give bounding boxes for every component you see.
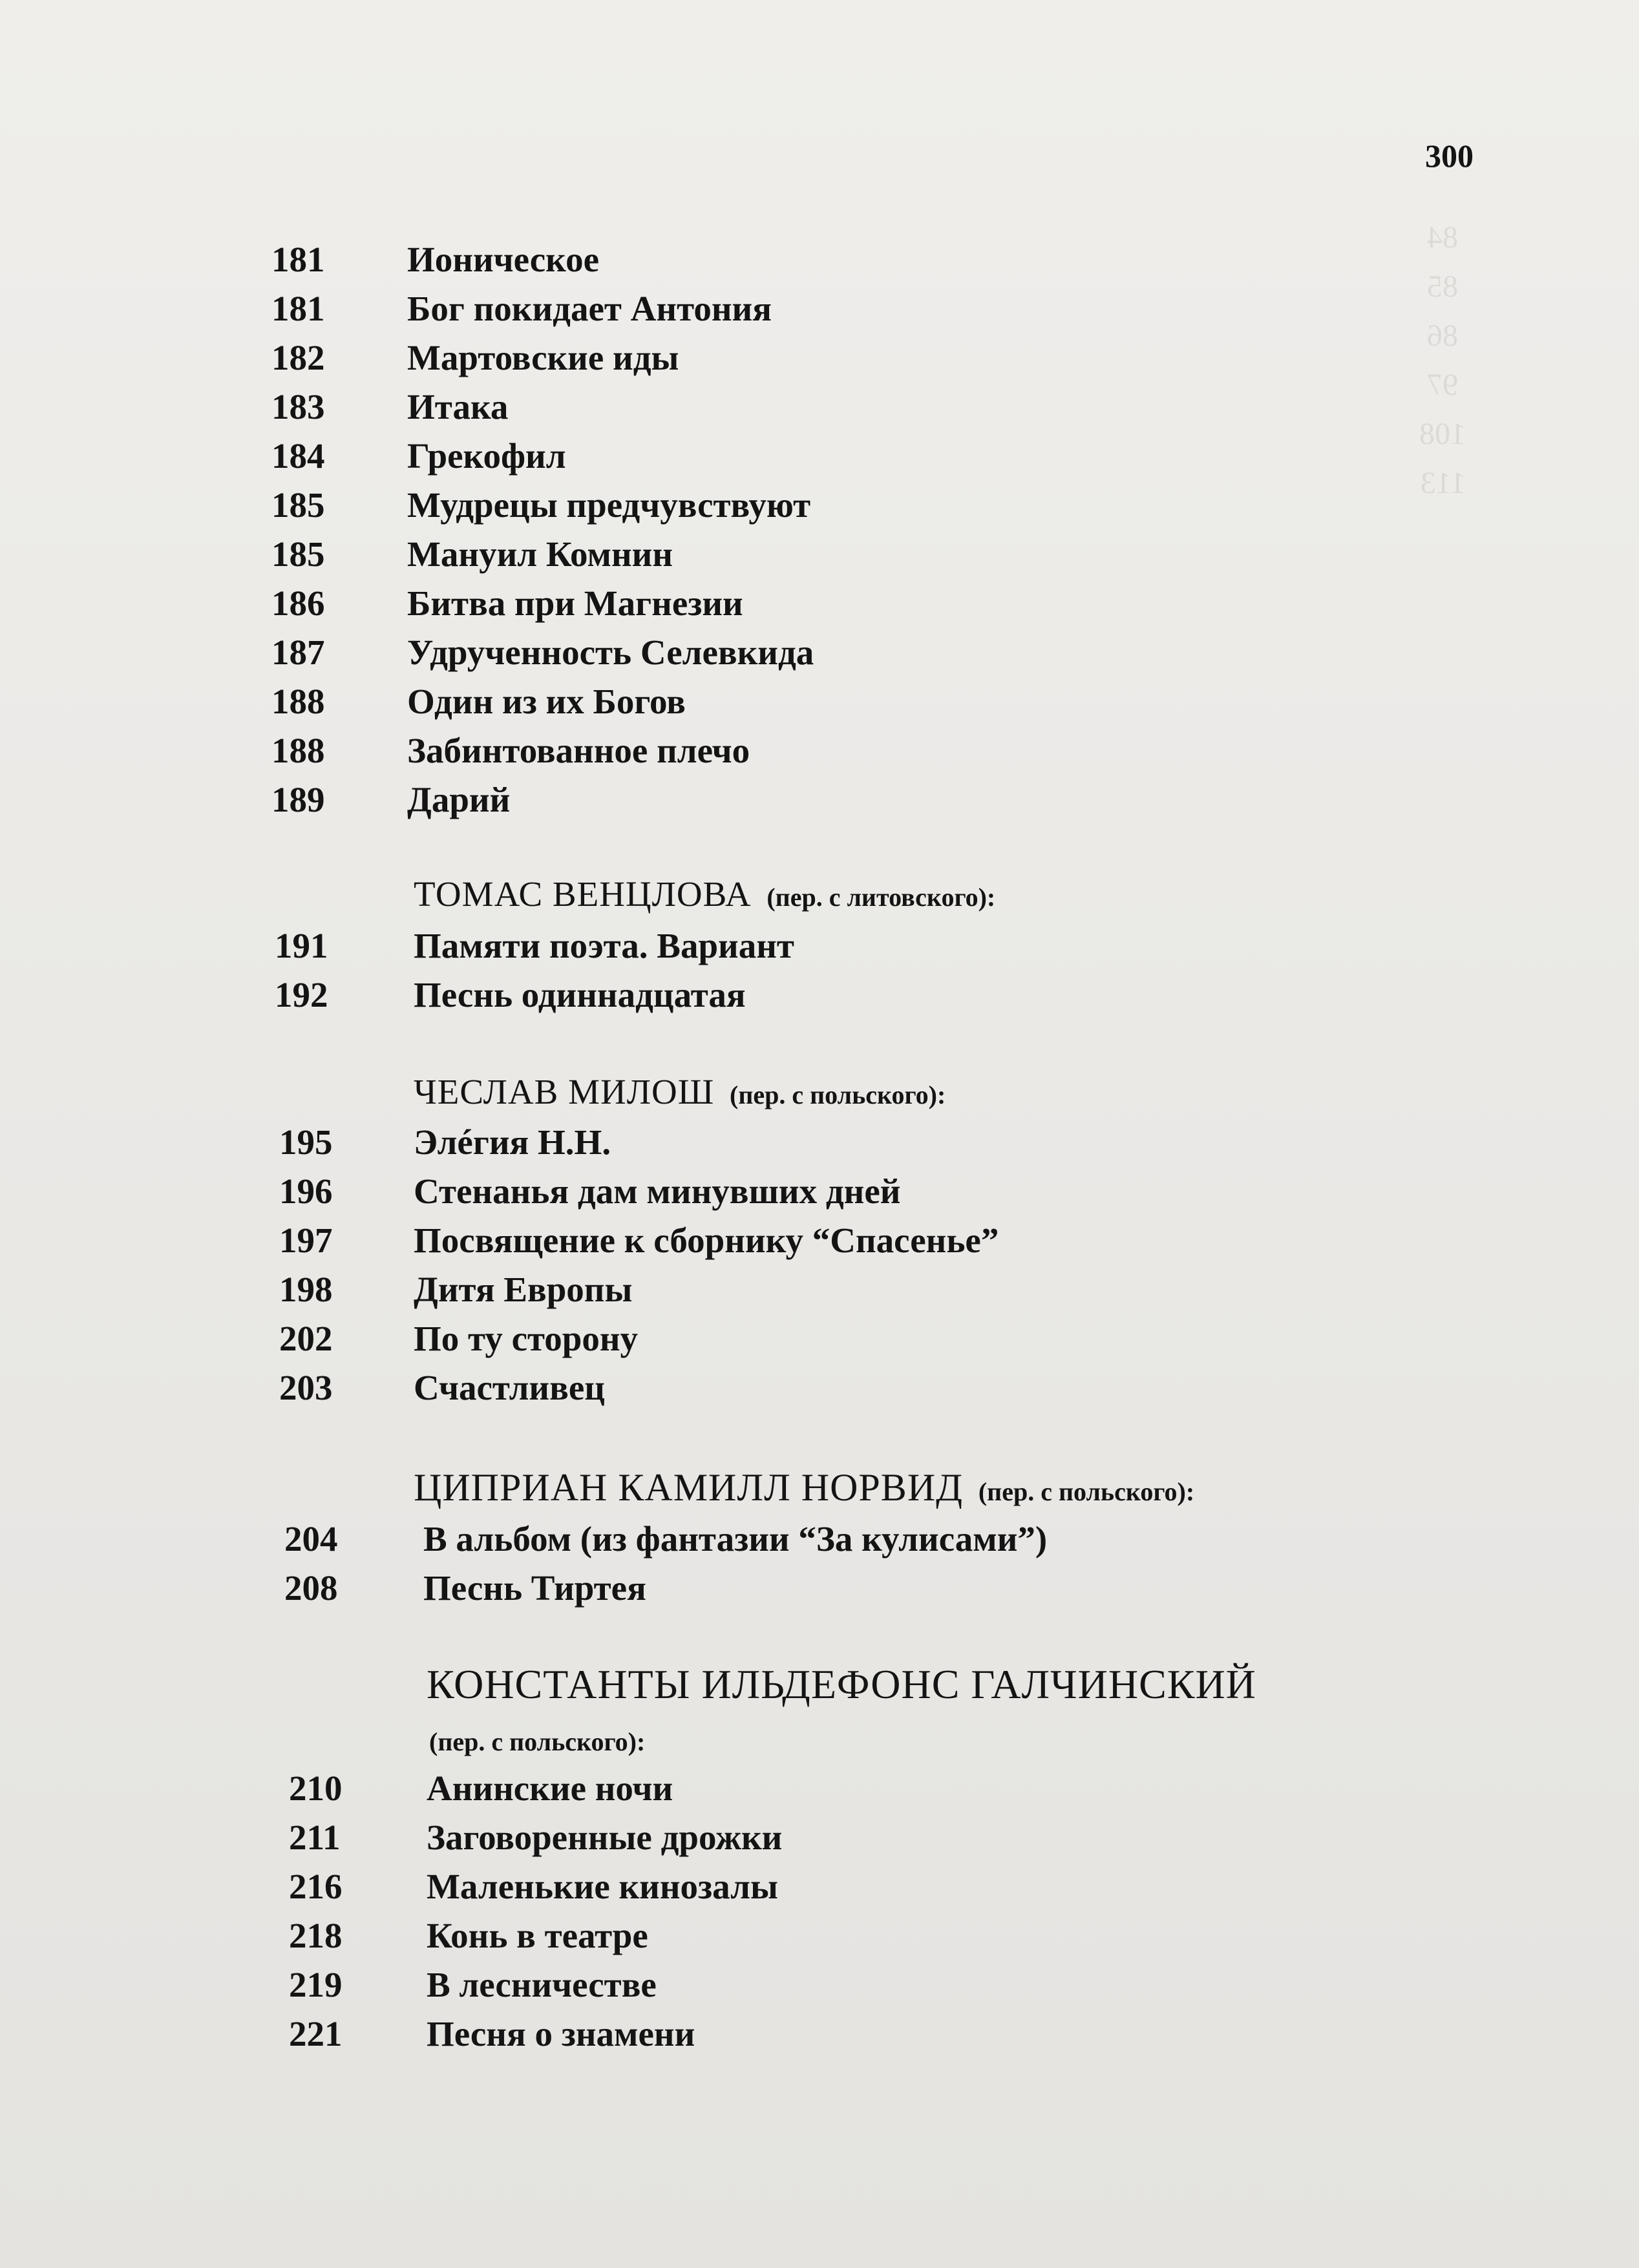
author-name: КОНСТАНТЫ ИЛЬДЕФОНС ГАЛЧИНСКИЙ [427, 1661, 1256, 1707]
entry-page: 218 [289, 1916, 343, 1955]
entry-page: 196 [279, 1171, 333, 1211]
entry-title: По ту сторону [414, 1319, 639, 1358]
entry-page: 208 [284, 1568, 338, 1608]
entry-page: 210 [289, 1769, 343, 1808]
entry-title: В лесничестве [427, 1965, 657, 2004]
author-name: ТОМАС ВЕНЦЛОВА [414, 874, 752, 914]
entry-page: 211 [289, 1818, 341, 1857]
entry-page: 204 [284, 1519, 338, 1559]
author-name: ЦИПРИАН КАМИЛЛ НОРВИД [414, 1466, 964, 1509]
entry-page: 191 [275, 926, 328, 965]
entry-page: 188 [271, 731, 325, 770]
entry-page: 216 [289, 1867, 343, 1906]
entry-page: 186 [271, 583, 325, 623]
section-heading [427, 1661, 1256, 1708]
entry-page: 195 [279, 1122, 333, 1162]
entry-title: Мануил Комнин [407, 534, 673, 574]
translation-note: (пер. с польского): [978, 1477, 1195, 1506]
entry-title: Элéгия Н.Н. [414, 1122, 611, 1162]
translation-note: (пер. с польского): [730, 1080, 946, 1109]
entry-page: 185 [271, 534, 325, 574]
author-name: ЧЕСЛАВ МИЛОШ [414, 1072, 715, 1111]
entry-page: 203 [279, 1368, 333, 1407]
entry-page: 184 [271, 436, 325, 476]
section-heading [414, 1071, 946, 1112]
entry-page: 221 [289, 2014, 343, 2053]
entry-title: Заговоренные дрожки [427, 1818, 783, 1857]
entry-page: 192 [275, 975, 328, 1014]
entry-title: Мудрецы предчувствуют [407, 485, 811, 525]
entry-page: 181 [271, 240, 325, 279]
entry-title: Дитя Европы [414, 1270, 633, 1309]
entry-page: 198 [279, 1270, 333, 1309]
entry-title: Анинские ночи [427, 1769, 673, 1808]
entry-page: 181 [271, 289, 325, 328]
entry-title: Песнь одиннадцатая [414, 975, 746, 1014]
entry-title: Удрученность Селевкида [407, 633, 814, 672]
entry-title: Итака [407, 387, 509, 426]
page-number: 300 [1425, 138, 1474, 174]
entry-page: 182 [271, 338, 325, 377]
entry-title: Забинтованное плечо [407, 731, 750, 770]
entry-page: 189 [271, 780, 325, 819]
entry-page: 185 [271, 485, 325, 525]
entry-title: Мартовские иды [407, 338, 679, 377]
entry-page: 187 [271, 633, 325, 672]
entry-page: 188 [271, 682, 325, 721]
translation-note: (пер. с литовского): [767, 883, 996, 912]
entry-title: Посвящение к сборнику “Спасенье” [414, 1221, 999, 1260]
entry-title: Маленькие кинозалы [427, 1867, 778, 1906]
translation-note: (пер. с польского): [429, 1727, 646, 1756]
entry-title: Грекофил [407, 436, 566, 476]
entry-title: Дарий [407, 780, 511, 819]
section-heading [414, 1465, 1194, 1510]
entry-title: Песня о знамени [427, 2014, 695, 2053]
entry-title: Конь в театре [427, 1916, 648, 1955]
entry-title: В альбом (из фантазии “За кулисами”) [423, 1519, 1048, 1559]
section-heading [414, 874, 995, 914]
entry-title: Бог покидает Антония [407, 289, 772, 328]
entry-page: 183 [271, 387, 325, 426]
entry-title: Ионическое [407, 240, 600, 279]
entry-title: Один из их Богов [407, 682, 686, 721]
entry-page: 219 [289, 1965, 343, 2004]
entry-title: Памяти поэта. Вариант [414, 926, 794, 965]
entry-page: 197 [279, 1221, 333, 1260]
bleed-through-texture: 84 85 86 97 108 113 [1303, 220, 1474, 500]
entry-title: Песнь Тиртея [423, 1568, 646, 1608]
entry-page: 202 [279, 1319, 333, 1358]
entry-title: Битва при Магнезии [407, 583, 743, 623]
entry-title: Стенанья дам минувших дней [414, 1171, 901, 1211]
entry-title: Счастливец [414, 1368, 605, 1407]
